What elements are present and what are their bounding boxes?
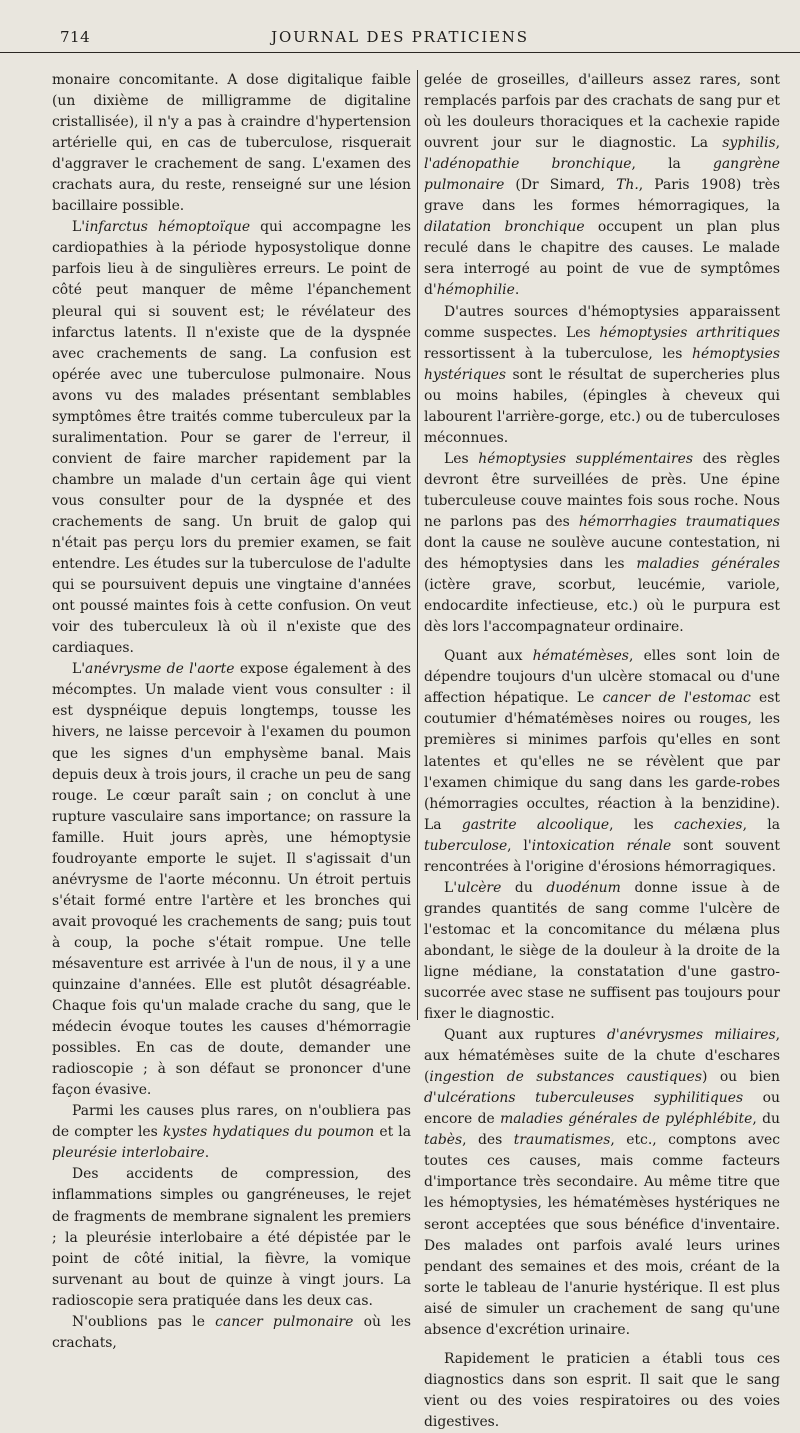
text-run: Quant aux ruptures xyxy=(444,1027,607,1044)
text-run: , les xyxy=(609,816,674,833)
text-run: ou encore de xyxy=(424,1090,780,1128)
paragraph xyxy=(424,449,780,638)
text-run: sont le résultat de supercheries plus ou moins habiles, (épingles à cheveux qui labourent l'arrière-gorge, etc.) ou de tuberculoses méconnues. xyxy=(424,366,780,446)
paragraph xyxy=(52,1101,411,1164)
text-run: expose également à des mécomptes. Un malade vient vous consulter : il est dyspnéique depuis longtemps, tousse les hivers, ne laisse percevoir à l'examen du poumon que les signes d'un emphysème banal. Mais depuis deux à trois jours, il crache un peu de sang rouge. Le cœur paraît sain ; on conclut à une rupture vasculaire sans importance; on rassure la famille. Huit jours après, une hémoptysie foudroyante emporte le sujet. Il s'agissait d'un anévrysme de l'aorte méconnu. Un étroit pertuis s'était formé entre l'artère et les bronches qui avait provoqué les crachements de sang; puis tout à coup, la poche s'était rompue. Une telle mésaventure est arrivée à l'un de nous, il y a une quinzaine d'années. Elle est plutôt désagréable. Chaque fois qu'un malade crache du sang, que le médecin évoque toutes les causes d'hémorragie possibles. En cas de doute, demander une radioscopie ; à son défaut se prononcer d'une façon évasive. xyxy=(52,661,411,1099)
text-run: . xyxy=(204,1145,210,1162)
text-run: , du xyxy=(752,1111,780,1128)
italic-term: pleurésie interlobaire xyxy=(52,1145,205,1162)
paragraph xyxy=(52,217,411,659)
text-run: Quant aux xyxy=(444,648,533,665)
text-run: , Paris 1908) très grave dans les formes hémorragiques, la xyxy=(424,177,780,215)
text-run: qui accompagne les cardiopathies à la période hyposystolique donne parfois lieu à de singulières erreurs. Le point de côté peut manquer de même l'épanchement pleural qui si souvent est; le révélateur des infarctus latents. Il n'existe que de la dyspnée avec crachements de sang. La confusion est opérée avec une tuberculose pulmonaire. Nous avons vu des malades présentant semblables symptômes être traités comme tuberculeux par la suralimentation. Pour se garer de l'erreur, il convient de faire marcher rapidement par la chambre un malade d'un certain âge qui vient vous consulter pour de la dyspnée et des crachements de sang. Un bruit de galop qui n'était pas perçu lors du premier examen, se fait entendre. Les études sur la tuberculose de l'adulte qui se poursuivent depuis une vingtaine d'années ont poussé maintes fois à cette confusion. On veut voir des tuberculeux là où il n'existe que des cardiaques. xyxy=(52,219,411,657)
italic-term: anévrysme de l'aorte xyxy=(85,661,235,678)
text-run: Les xyxy=(444,450,479,467)
text-run: Des accidents de compression, des inflammations simples ou gangréneuses, le rejet de fragments de membrane signalent les premiers ; la pleurésie interlobaire a été dépistée par le point de côté initial, la fièvre, la vomique survenant au bout de quinze à vingt jours. La radioscopie sera pratiquée dans les deux cas. xyxy=(52,1166,411,1309)
italic-term: hématémèses xyxy=(532,648,629,665)
text-run: dont la cause ne soulève aucune contestation, ni des hémoptysies dans les xyxy=(424,535,780,573)
text-run: sont souvent rencontrées à l'origine d'érosions hémorragiques. xyxy=(424,837,781,875)
italic-term: ulcère xyxy=(457,879,502,896)
text-run: et la xyxy=(374,1124,411,1141)
italic-term: maladies générales de pyléphlébite xyxy=(500,1111,753,1128)
italic-term: d'anévrysmes miliaires xyxy=(606,1027,776,1044)
italic-term: intoxication rénale xyxy=(531,837,672,854)
italic-term: hémoptysies hystériques xyxy=(424,345,780,383)
italic-term: hémoptysies arthritiques xyxy=(599,324,781,341)
text-run: L' xyxy=(72,661,86,678)
text-run: (ictère grave, scorbut, leucémie, variole, endocardite infectieuse, etc.) où le purpura est dès lors l'accompagnateur ordinaire. xyxy=(424,577,780,636)
italic-term: l'adénopathie bronchique xyxy=(424,156,632,173)
italic-term: dilatation bronchique xyxy=(424,219,585,236)
italic-term: infarctus hémoptoïque xyxy=(85,219,251,236)
italic-term: hémoptysies supplémentaires xyxy=(478,450,693,467)
right-column xyxy=(424,70,780,1433)
text-run: des règles devront être surveillées de près. Une épine tuberculeuse couve maintes fois sous roche. Nous ne parlons pas des xyxy=(424,450,780,530)
text-run: Parmi les causes plus rares, on n'oubliera pas de compter les xyxy=(52,1103,411,1141)
italic-term: cancer de l'estomac xyxy=(602,690,751,707)
page-number: 714 xyxy=(60,28,91,46)
text-run: ressortissent à la tuberculose, les xyxy=(424,345,693,362)
text-run: (Dr Simard, xyxy=(504,177,617,194)
text-run: ) ou bien xyxy=(702,1069,781,1086)
text-run: , l' xyxy=(507,837,532,854)
text-run: du xyxy=(501,879,547,896)
paragraph xyxy=(52,1164,411,1311)
text-run: D'autres sources d'hémoptysies apparaissent comme suspectes. Les xyxy=(424,303,780,341)
italic-term: tuberculose xyxy=(424,837,508,854)
italic-term: traumatismes xyxy=(513,1132,611,1149)
paragraph xyxy=(424,878,780,1025)
italic-term: gangrène pulmonaire xyxy=(424,156,780,194)
text-run: L' xyxy=(444,879,458,896)
italic-term: kystes hydatiques du poumon xyxy=(162,1124,375,1141)
paragraph xyxy=(52,70,411,217)
text-run: L' xyxy=(72,219,86,236)
italic-term: duodénum xyxy=(546,879,621,896)
journal-title: JOURNAL DES PRATICIENS xyxy=(271,28,529,46)
paragraph xyxy=(424,70,780,302)
running-header xyxy=(0,26,800,53)
italic-term: gastrite alcoolique xyxy=(461,816,610,833)
text-run: , la xyxy=(742,816,781,833)
text-run: donne issue à de grandes quantités de sang comme l'ulcère de l'estomac et la concomitance du mélæna plus abondant, le siège de la douleur à la droite de la ligne médiane, la constatation d'une gastro-sucorrée avec stase ne suffisent pas toujours pour fixer le diagnostic. xyxy=(424,879,780,1023)
italic-term: maladies générales xyxy=(636,556,780,573)
text-run: Rapidement le praticien a établi tous ces diagnostics dans son esprit. Il sait que le sang vient ou des voies respiratoires ou des voies digestives. xyxy=(424,1350,780,1430)
italic-term: hémophilie xyxy=(436,282,515,299)
text-run: , etc., comptons avec toutes ces causes, mais comme facteurs d'importance très secondaire. Au même titre que les hémoptysies, les hématémèses hystériques ne seront acceptées que sous bénéfice d'inventaire. Des malades ont parfois avalé leurs urines pendant des semaines et des mois, créant de la sorte le tableau de l'anurie hystérique. Il est plus aisé de simuler un crachement de sang qu'une absence d'excrétion urinaire. xyxy=(424,1132,780,1338)
text-run: , elles sont loin de dépendre toujours d'un ulcère stomacal ou d'une affection hépatique. Le xyxy=(424,648,780,707)
left-column xyxy=(52,70,411,1354)
text-run: N'oublions pas le xyxy=(72,1313,216,1330)
italic-term: Th. xyxy=(616,177,639,194)
italic-term: ingestion de substances caustiques xyxy=(429,1069,703,1086)
text-run: . xyxy=(514,282,520,299)
text-run: où les crachats, xyxy=(52,1313,411,1351)
text-run: , des xyxy=(462,1132,514,1149)
paragraph xyxy=(424,302,780,449)
paragraph xyxy=(424,646,780,878)
text-run: est coutumier d'hématémèses noires ou rouges, les premières si minimes parfois qu'elles en sont latentes et qu'elles ne se révèlent que par l'examen chimique du sang dans les garde-robes (hémorragies occultes, réaction à la benzidine). La xyxy=(424,690,780,833)
italic-term: cachexies xyxy=(673,816,743,833)
text-run: , xyxy=(775,135,780,152)
italic-term: syphilis xyxy=(722,135,776,152)
column-divider xyxy=(417,70,418,1020)
text-run: , aux hématémèses suite de la chute d'eschares ( xyxy=(424,1027,780,1086)
italic-term: cancer pulmonaire xyxy=(215,1313,354,1330)
text-run: occupent un plan plus reculé dans le chapitre des causes. Le malade sera interrogé au point de vue de symptômes d' xyxy=(424,219,780,299)
text-run: gelée de groseilles, d'ailleurs assez rares, sont remplacés parfois par des crachats de sang pur et où les douleurs thoraciques et la cachexie rapide ouvrent jour sur le diagnostic. La xyxy=(424,72,780,152)
paragraph xyxy=(52,659,411,1101)
italic-term: hémorrhagies traumatiques xyxy=(578,513,780,530)
paragraph xyxy=(52,1312,411,1354)
paragraph xyxy=(424,1025,780,1341)
paragraph xyxy=(424,1349,780,1433)
text-run: , la xyxy=(631,156,713,173)
italic-term: tabès xyxy=(424,1132,463,1149)
italic-term: d'ulcérations tuberculeuses syphilitiques xyxy=(424,1090,744,1107)
text-run: monaire concomitante. A dose digitalique faible (un dixième de milligramme de digitaline cristallisée), il n'y a pas à craindre d'hypertension artérielle qui, en cas de tuberculose, risquerait d'aggraver le crachement de sang. L'examen des crachats aura, du reste, renseigné sur une lésion bacillaire possible. xyxy=(52,72,411,215)
